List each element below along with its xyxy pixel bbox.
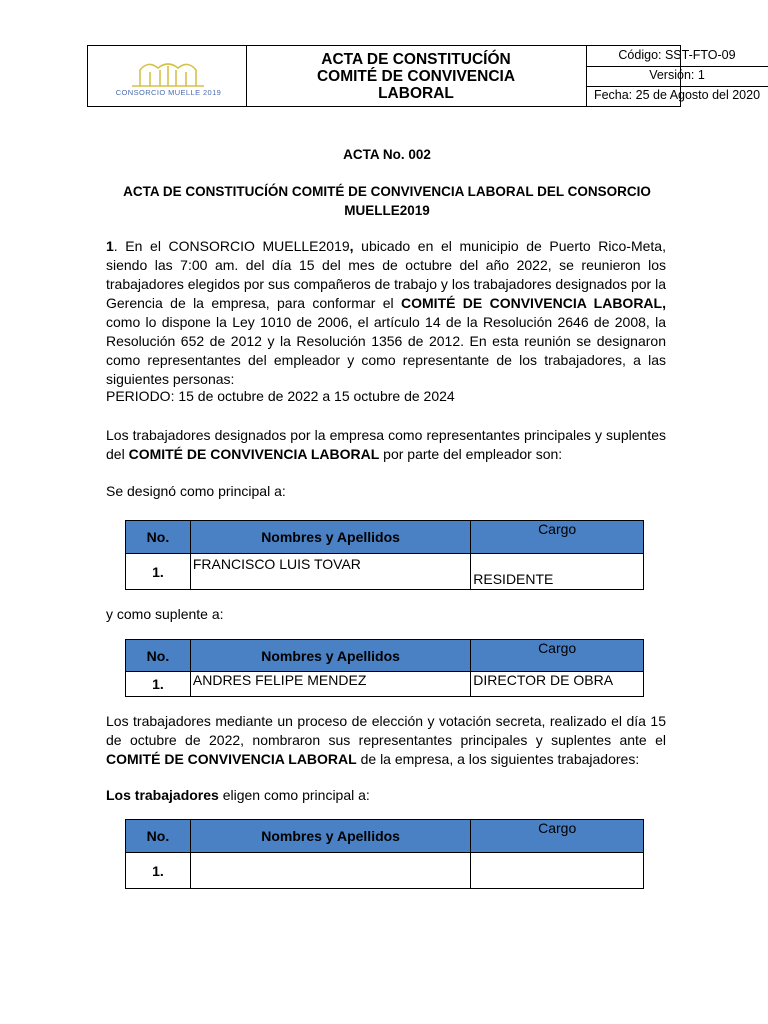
version-text: Versión: 1 [586, 66, 768, 87]
table-row [126, 554, 644, 590]
table-row [126, 853, 644, 889]
cell-cargo: RESIDENTE [471, 554, 644, 590]
table-row [126, 672, 644, 697]
logo-text: CONSORCIO MUELLE 2019 [115, 88, 222, 97]
col-no-header: No. [126, 820, 191, 853]
paragraph-1-text-b: ubicado en el municipio de Puerto Rico-Meta, siendo las 7:00 am. del día 15 del mes de octubre del año 2022, se reunieron los trabajadores elegidos por sus compañeros de trabajo y los trabajadores designados por la Gerencia de la empresa, para conformar el [106, 238, 666, 311]
paragraph-1 [106, 237, 666, 389]
document-header [87, 45, 761, 107]
paragraph-1-text-a: . En el CONSORCIO MUELLE2019 [113, 238, 350, 254]
paragraph-2-bold: COMITÉ DE CONVIVENCIA LABORAL [128, 446, 380, 462]
trabajadores-line [106, 786, 370, 805]
paragraph-1-comma: , [349, 238, 354, 254]
logo-cell [88, 46, 247, 106]
fecha-text: Fecha: 25 de Agosto del 2020 [593, 88, 761, 102]
document-meta [586, 46, 761, 106]
suplente-label: y como suplente a: [106, 606, 224, 622]
table-header-row [126, 521, 644, 554]
trabajadores-rest: eligen como principal a: [218, 787, 370, 803]
col-name-header: Nombres y Apellidos [190, 640, 470, 672]
acta-number: ACTA No. 002 [343, 147, 431, 162]
col-cargo-header: Cargo [471, 820, 644, 853]
paragraph-1-bold: COMITÉ DE CONVIVENCIA LABORAL, [401, 295, 666, 311]
cell-no: 1. [126, 554, 191, 590]
paragraph-2-text-b: por parte del empleador son: [379, 446, 563, 462]
consorcio-logo-icon [88, 46, 246, 106]
table-header-row [126, 820, 644, 853]
periodo-text: PERIODO: 15 de octubre de 2022 a 15 octubre de 2024 [106, 388, 455, 404]
cell-no: 1. [126, 853, 191, 889]
table-principal-empleador [125, 520, 644, 590]
paragraph-3 [106, 712, 666, 769]
cell-name: ANDRES FELIPE MENDEZ [190, 672, 470, 697]
col-cargo-header: Cargo [471, 640, 644, 672]
cell-name: FRANCISCO LUIS TOVAR [190, 554, 470, 590]
paragraph-number: 1 [106, 238, 114, 254]
trabajadores-bold: Los trabajadores [106, 787, 219, 803]
designo-principal-text: Se designó como principal a: [106, 483, 286, 499]
table-suplente-empleador [125, 639, 644, 697]
title-line-1: ACTA DE CONSTITUCÍÓN [321, 50, 511, 68]
col-name-header: Nombres y Apellidos [190, 820, 470, 853]
paragraph-3-text-b: de la empresa, a los siguientes trabajadores: [356, 751, 640, 767]
main-title-line-2: MUELLE2019 [344, 203, 430, 218]
table-principal-trabajadores [125, 819, 644, 889]
codigo-text: Código: SST-FTO-09 [586, 46, 768, 67]
col-cargo-header: Cargo [471, 521, 644, 554]
paragraph-1-text-c: como lo dispone la Ley 1010 de 2006, el artículo 14 de la Resolución 2646 de 2008, la Resolución 652 de 2012 y la Resolución 1356 de 2012. En esta reunión se designaron como representantes del empleador y como representante de los trabajadores, a las siguientes personas: [106, 314, 666, 387]
title-line-3: LABORAL [378, 84, 454, 102]
document-title [246, 46, 587, 106]
cell-cargo [471, 853, 644, 889]
paragraph-2 [106, 426, 666, 464]
main-title [87, 182, 687, 220]
col-no-header: No. [126, 521, 191, 554]
title-line-2: COMITÉ DE CONVIVENCIA [316, 67, 516, 85]
table-header-row [126, 640, 644, 672]
paragraph-3-text-a: Los trabajadores mediante un proceso de elección y votación secreta, realizado el día 15 de octubre de 2022, nombraron sus representantes principales y suplentes ante el [106, 713, 666, 748]
cell-no: 1. [126, 672, 191, 697]
paragraph-2-text-a: Los trabajadores designados por la empresa como representantes principales y suplentes del [106, 427, 666, 462]
cell-cargo: DIRECTOR DE OBRA [471, 672, 644, 697]
col-name-header: Nombres y Apellidos [190, 521, 470, 554]
paragraph-3-bold: COMITÉ DE CONVIVENCIA LABORAL [106, 751, 357, 767]
main-title-line-1: ACTA DE CONSTITUCÍÓN COMITÉ DE CONVIVENCIA LABORAL DEL CONSORCIO [123, 184, 651, 199]
col-no-header: No. [126, 640, 191, 672]
cell-name [190, 853, 470, 889]
